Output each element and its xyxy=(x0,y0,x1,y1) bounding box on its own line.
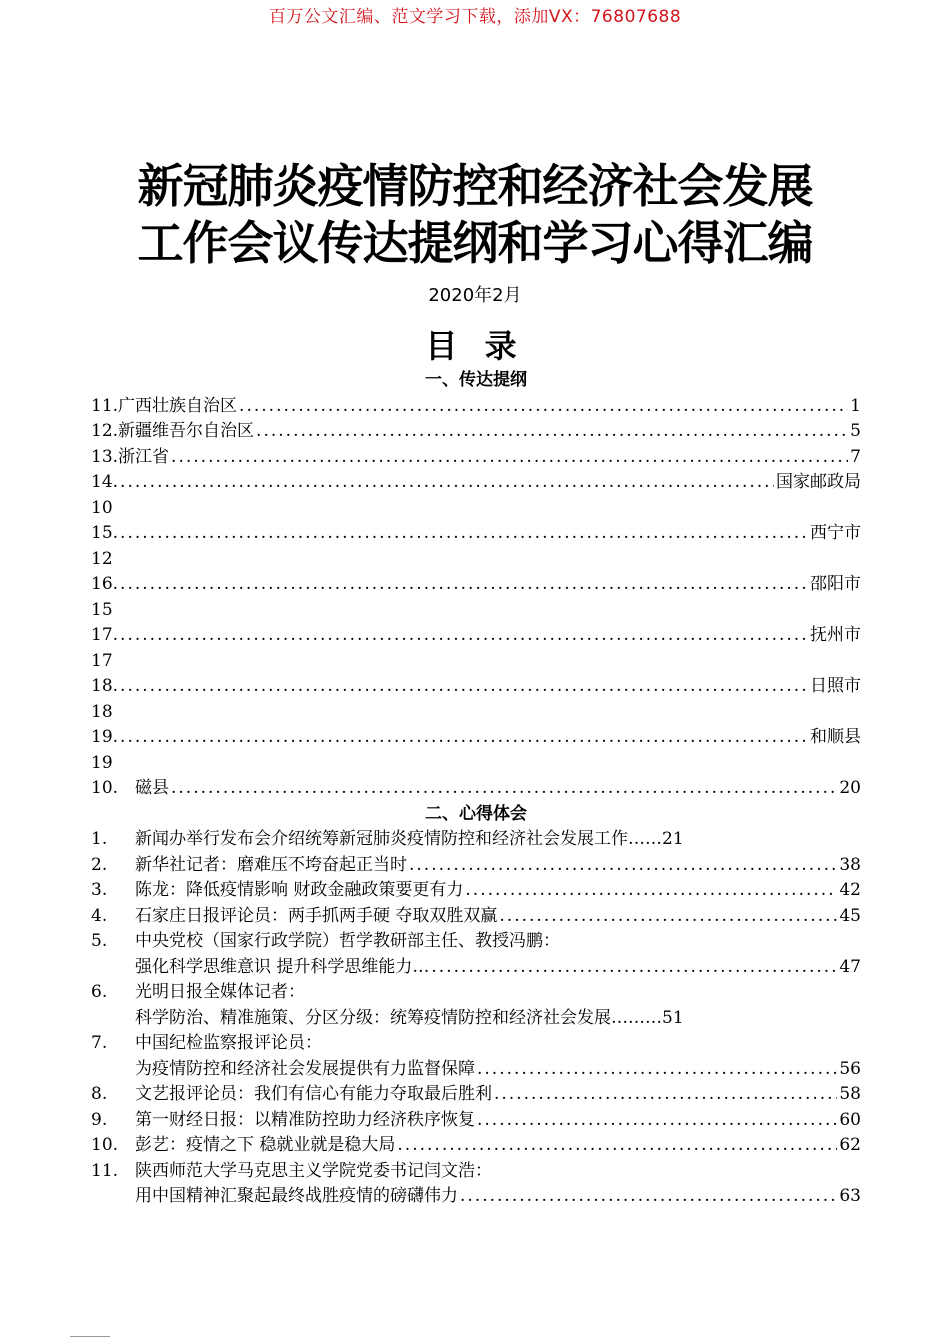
toc-entry[interactable] xyxy=(91,853,861,879)
toc-entry-page: 58 xyxy=(839,1084,861,1104)
document-title-line2: 工作会议传达提纲和学习心得汇编 xyxy=(137,216,813,270)
toc-entry-continuation[interactable] xyxy=(91,1184,861,1210)
toc-entry-label: 彭艺：疫情之下 稳就业就是稳大局 xyxy=(135,1135,396,1155)
toc-entry[interactable] xyxy=(91,674,861,700)
toc-entry-page: 42 xyxy=(839,880,861,900)
toc-entry-page: 12 xyxy=(91,548,113,569)
toc-entry[interactable] xyxy=(91,572,861,598)
toc-entry-number: 16. xyxy=(91,574,119,594)
toc-entry-label: 陕西师范大学马克思主义学院党委书记闫文浩： xyxy=(135,1160,492,1181)
toc-leader-dots xyxy=(397,1133,837,1159)
toc-entry-page: 38 xyxy=(839,854,861,875)
toc-entry-number: 15. xyxy=(91,523,119,543)
toc-entry-page: 56 xyxy=(839,1058,861,1079)
toc-entry-number: 6. xyxy=(91,982,108,1002)
toc-entry-label: 中央党校（国家行政学院）哲学教研部主任、教授冯鹏： xyxy=(135,931,560,951)
toc-entry[interactable] xyxy=(91,470,861,496)
toc-entry-number: 11. xyxy=(91,395,119,416)
toc-entry-page: 60 xyxy=(839,1109,861,1130)
toc-entry-label: 和顺县 xyxy=(810,727,861,747)
toc-entry[interactable] xyxy=(91,623,861,649)
toc-entry-label: 石家庄日报评论员：两手抓两手硬 夺取双胜双赢 xyxy=(135,905,498,926)
toc-entry-number: 13. xyxy=(91,446,119,467)
toc-entry-label: 新华社记者：磨难压不垮奋起正当时 xyxy=(135,854,407,875)
footer-rule xyxy=(70,1336,110,1339)
toc-entry-label: 新疆维吾尔自治区 xyxy=(118,421,255,441)
toc-entry-label: 浙江省 xyxy=(118,446,170,467)
toc-entry-number: 17. xyxy=(91,625,119,645)
toc-leader-dots xyxy=(120,470,774,496)
toc-entry-page: 21 xyxy=(662,829,684,849)
toc-entry-number: 7. xyxy=(91,1033,108,1053)
toc-entry-number: 10. xyxy=(91,1135,119,1155)
toc-leader-dots xyxy=(431,955,837,981)
toc-entry-page: 20 xyxy=(839,778,861,798)
toc-title: 目 录 xyxy=(425,327,525,365)
toc-entry-page: 18 xyxy=(91,701,113,722)
toc-entry-page: 5 xyxy=(850,421,861,441)
document-date: 2020年2月 xyxy=(428,285,522,306)
toc-entry[interactable] xyxy=(91,1108,861,1134)
toc-leader-dots xyxy=(120,623,808,649)
toc-entry-label: 光明日报全媒体记者： xyxy=(135,982,305,1002)
toc-entry-page: 7 xyxy=(850,446,861,467)
toc-entry-label-cont: 科学防治、精准施策、分区分级：统筹疫情防控和经济社会发展……… xyxy=(135,1007,662,1028)
toc-entry-number: 19. xyxy=(91,727,119,747)
toc-entry-label: 邵阳市 xyxy=(810,574,861,594)
toc-entry-page: 47 xyxy=(839,956,861,977)
toc-entry-continuation[interactable] xyxy=(91,955,861,981)
toc-entry-page: 10 xyxy=(91,497,113,518)
toc-entry-label: 第一财经日报：以精准防控助力经济秩序恢复 xyxy=(135,1109,475,1130)
toc-leader-dots xyxy=(239,394,848,420)
toc-entry[interactable] xyxy=(91,827,861,853)
toc-entry[interactable] xyxy=(91,1031,861,1057)
toc-entry-page: 45 xyxy=(839,905,861,926)
toc-entry-number: 14. xyxy=(91,472,119,492)
toc-entry[interactable] xyxy=(91,1082,861,1108)
toc-entry[interactable] xyxy=(91,878,861,904)
toc-entry-number: 8. xyxy=(91,1084,108,1104)
toc-entry-page: 17 xyxy=(91,650,113,671)
toc-entry-page: 63 xyxy=(839,1186,861,1206)
toc-leader-dots xyxy=(494,1082,837,1108)
toc-leader-dots xyxy=(120,674,808,700)
toc-leader-dots xyxy=(171,776,837,802)
toc-entry-page: 1 xyxy=(850,395,861,416)
toc-entry-label: 文艺报评论员：我们有信心有能力夺取最后胜利 xyxy=(135,1084,492,1104)
toc-entry[interactable] xyxy=(91,394,861,420)
toc-entry-label-cont: 用中国精神汇聚起最终战胜疫情的磅礴伟力 xyxy=(135,1186,458,1206)
toc-entry-label: 陈龙：降低疫情影响 财政金融政策要更有力 xyxy=(135,880,464,900)
toc-entry-page: 19 xyxy=(91,752,113,773)
toc-entry[interactable] xyxy=(91,445,861,471)
toc-leader-dots xyxy=(477,1057,837,1083)
toc-entry-number: 5. xyxy=(91,931,108,951)
toc-entry[interactable] xyxy=(91,929,861,955)
toc-entry-number: 10. xyxy=(91,778,119,798)
toc-entry[interactable] xyxy=(91,521,861,547)
toc-leader-dots xyxy=(477,1108,837,1134)
toc-entry[interactable] xyxy=(91,419,861,445)
toc-entry[interactable] xyxy=(91,725,861,751)
toc-entry-continuation[interactable] xyxy=(91,1006,861,1032)
toc-entry-label: 广西壮族自治区 xyxy=(118,395,238,416)
toc-entry-continuation[interactable] xyxy=(91,1057,861,1083)
toc-entry-label: 日照市 xyxy=(810,676,861,696)
toc-leader-dots xyxy=(171,445,848,471)
promo-banner: 百万公文汇编、范文学习下载，添加VX：76807688 xyxy=(268,7,682,27)
toc-leader-dots xyxy=(256,419,848,445)
toc-leader-dots xyxy=(120,572,808,598)
toc-entry[interactable] xyxy=(91,776,861,802)
toc-entry-number: 4. xyxy=(91,905,108,926)
toc-entry-number: 18. xyxy=(91,676,119,696)
toc-section-heading-1: 一、传达提纲 xyxy=(425,370,527,390)
toc-entry-number: 9. xyxy=(91,1109,108,1130)
toc-entry-number: 3. xyxy=(91,880,108,900)
toc-entry-label: 西宁市 xyxy=(810,523,861,543)
toc-entry[interactable] xyxy=(91,1159,861,1185)
toc-entry[interactable] xyxy=(91,980,861,1006)
toc-leader-dots xyxy=(120,725,808,751)
toc-entry-label: 抚州市 xyxy=(810,625,861,645)
toc-entry-page: 62 xyxy=(839,1135,861,1155)
toc-entry-label-cont: 强化科学思维意识 提升科学思维能力… xyxy=(135,956,430,977)
toc-leader-dots xyxy=(465,878,837,904)
toc-entry-label: 新闻办举行发布会介绍统筹新冠肺炎疫情防控和经济社会发展工作…… xyxy=(135,829,662,849)
toc-entry-label: 磁县 xyxy=(135,778,169,798)
toc-entry-page: 51 xyxy=(662,1007,684,1028)
table-of-contents xyxy=(91,368,861,1210)
toc-section-heading-2: 二、心得体会 xyxy=(425,803,527,824)
toc-entry-number: 1. xyxy=(91,829,108,849)
toc-entry-label: 国家邮政局 xyxy=(776,472,861,492)
document-title-line1: 新冠肺炎疫情防控和经济社会发展 xyxy=(137,159,813,213)
toc-entry-label-cont: 为疫情防控和经济社会发展提供有力监督保障 xyxy=(135,1058,475,1079)
toc-leader-dots xyxy=(460,1184,837,1210)
toc-entry-number: 11. xyxy=(91,1160,119,1181)
toc-entry-number: 12. xyxy=(91,421,119,441)
toc-leader-dots xyxy=(120,521,808,547)
toc-leader-dots xyxy=(499,904,837,930)
toc-entry-page: 15 xyxy=(91,599,113,620)
toc-entry-number: 2. xyxy=(91,854,108,875)
toc-entry[interactable] xyxy=(91,904,861,930)
toc-leader-dots xyxy=(409,853,837,879)
toc-entry[interactable] xyxy=(91,1133,861,1159)
toc-entry-label: 中国纪检监察报评论员： xyxy=(135,1033,322,1053)
